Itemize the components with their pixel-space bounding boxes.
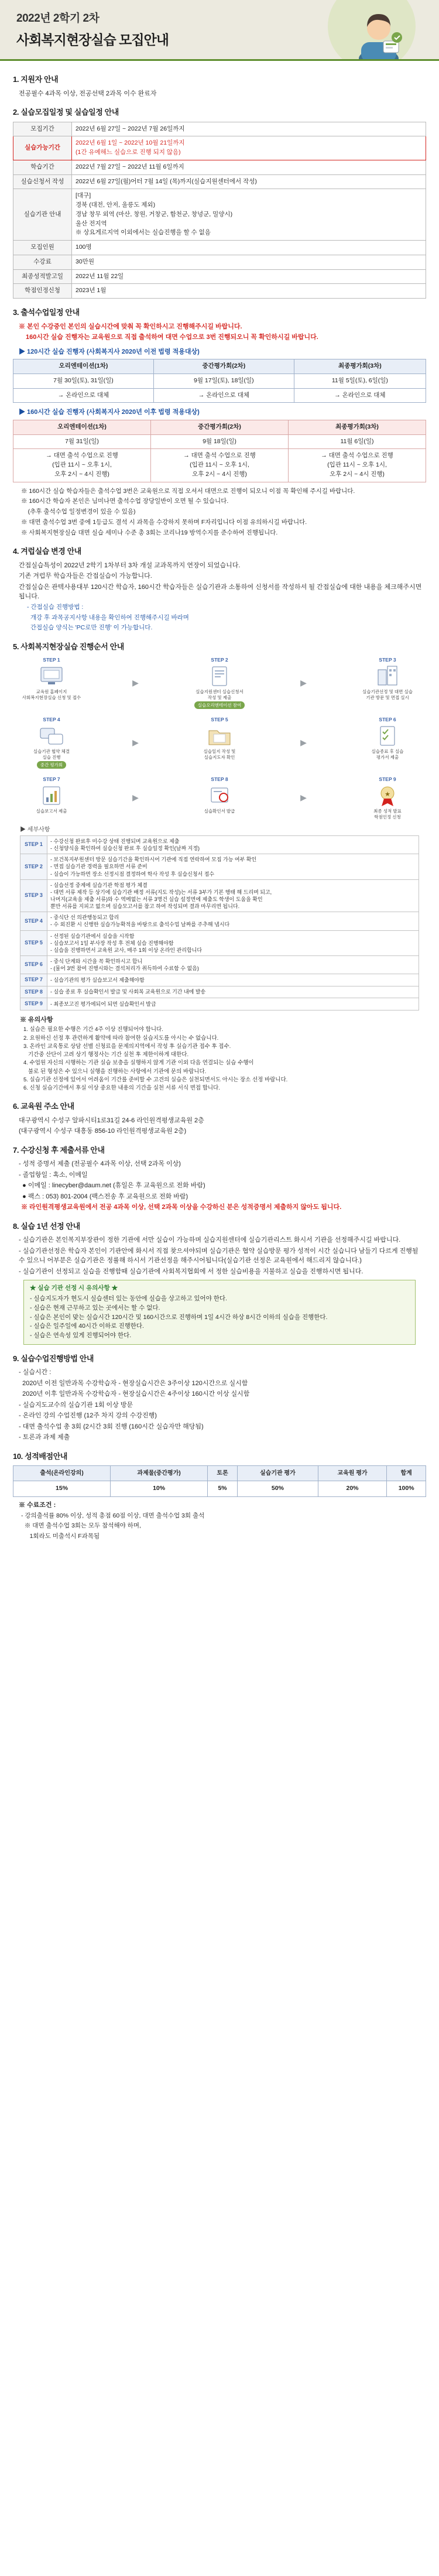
indirect-practice-p3: 간접실습은 관텍사용대부 120시간 학습자, 160시간 학습자들은 실습기관과 소통하여 신청서를 작성하셔 될 간접실습에 대한 내용을 체크해주시면 됩니다. [19,583,422,601]
flow-step [188,776,251,820]
section-1-title: 1. 지원자 안내 [13,75,59,84]
section-10-title: 10. 성적배점안내 [13,1451,68,1461]
institution-paragraphs [13,1235,426,1276]
submission-item: ● 팩스 : 053) 801-2004 (팩스전송 후 교육원으로 전화 바람) [19,1193,188,1200]
notice-title: ※ 유의사항 [20,1016,53,1023]
schedule-col-header: 오리엔테이션(1차) [13,359,154,374]
flow-detail-step: STEP 8 [20,986,47,998]
notice-item: 6. 신청 실습기간에서 후실 이상 중요한 내용의 기간을 실천 서류 서식 면접 합니다. [23,1085,220,1091]
submission-item: - 졸업항일 : 혹소, 이메일 [19,1171,88,1179]
indirect-practice-bullets [19,603,426,633]
checklist-icon [356,724,419,748]
practice-method-item: - 온라인 강의 수업진행 (12주 차지 강의 수강진행) [19,1412,157,1420]
flow-detail-text: - 중식 단계와 시간을 꼭 확인하시고 합니 - (물어 3번 참여 진행시와는 결석처리가 취득하여 수료함 수 없음) [47,955,419,974]
flow-arrow-icon: ▶ [132,792,139,802]
attendance-warning-2: 160시간 실습 진행자는 교육원으로 직접 출석하여 대면 수업으로 3번 진행되오니 꼭 확인하시길 바랍니다. [26,334,318,341]
chat-icon [20,724,83,748]
flow-step-number: STEP 7 [43,776,60,782]
schedule-row-label: 실습기관 안내 [13,189,72,241]
institution-callout-title: ★ 실습 기관 선정 시 유의사항 ★ [30,1284,118,1292]
schedule-col-header: 최종평가회(3차) [289,420,426,434]
schedule-row [13,241,426,255]
flow-step-number: STEP 6 [379,716,396,722]
flow-step-number: STEP 5 [211,716,228,722]
attendance-notes [13,487,426,538]
grading-col-header: 합계 [387,1466,426,1481]
attendance-warning-1: ※ 본인 수강중인 본인의 실습시간에 맞춰 꼭 확인하시고 진행해주시길 바랍니다. [19,323,242,330]
flow-detail-step: STEP 3 [20,879,47,912]
attendance-note: ※ 사회복지현장실습 대면 실습 세미나 수준 총 3회는 코리나19 방역수지를 준수하여 진행됩니다. [21,529,278,536]
institution-callout-items [30,1294,409,1341]
institution-callout-item: - 실습지도자가 현도시 실습센터 있는 동안에 실습을 상고하고 있어야 한다. [30,1295,227,1302]
flow-arrow-icon: ▶ [132,678,139,687]
flow-detail-step: STEP 4 [20,912,47,930]
schedule-row [13,122,426,136]
schedule-row [13,160,426,174]
header-subtitle: 2022년 2학기 2차 [16,12,100,25]
group-160-title: ▶ 160시간 실습 진행자 (사회복지사 2020년 이후 법령 적용대상) [19,409,200,416]
schedule-row [13,269,426,284]
group-120-table [13,359,426,403]
flow-detail-row [20,955,419,974]
flow-detail-row [20,836,419,854]
flow-step [356,656,419,710]
schedule-row-label: 실습가능기간 [13,136,72,160]
schedule-row-value: 30만원 [72,255,426,269]
completion-item: ※ 대면 출석수업 3회는 모두 참석해야 하며, [21,1522,141,1530]
schedule-session-cell: 9월 17일(토), 18일(일) [153,374,294,388]
practice-method-item: - 대면 출석수업 총 3회 (2시간 3회 진행 (160시간 실습자만 해당됨) [19,1423,204,1430]
flow-detail-row [20,986,419,998]
institution-paragraph: - 실습기관선정은 학습자 본인이 기관안에 화시서 직접 찾으셔야되며 실습기관은 협약 실습방문 평가 성적이 시간 실습니다 남들기 다르게 진행될 수 있으니 어부분은 실습기관은 정률해 하시서 기관선정을 해주시어됩니다(실습기관 선정은 교육원에서 해드리지 않습니다.) [19,1247,419,1265]
schedule-row-label: 최종성적발고일 [13,269,72,284]
schedule-row-value: 2023년 1월 [72,284,426,299]
flow-arrow-icon: ▶ [300,738,307,747]
flow-step-caption: 실습확인서 발급 [204,809,235,814]
schedule-session-row [13,434,426,449]
schedule-row [13,174,426,189]
schedule-row [13,189,426,241]
flow-step-number: STEP 2 [211,656,228,663]
schedule-col-header: 중간평가회(2차) [153,359,294,374]
schedule-session-row [13,374,426,388]
schedule-session-cell: 9월 18일(일) [151,434,289,449]
schedule-session-row [13,388,426,403]
schedule-row-label: 학점인정신청 [13,284,72,299]
flow-step-caption: 실습보고서 제출 [36,809,67,814]
flow-step-number: STEP 4 [43,716,60,722]
flow-detail-row [20,930,419,955]
submission-item: ● 이메일 : linecyber@daum.net (휴일은 후 교육원으로 전화 바람) [19,1182,205,1190]
folder-icon [188,724,251,748]
stamp-icon [188,784,251,807]
flow-detail-text: - 선정된 실습기관에서 실습을 시작함 - 실습보고서 1일 부사장 작성 후 전체 실습 진행해야함 - 실습을 진행하면서 교육원 교사, 매주 1회 이상 온라인 관리합니다 [47,930,419,955]
schedule-row-label: 학습기간 [13,160,72,174]
svg-text:★: ★ [385,791,390,799]
notice-item: 1. 실습은 필요한 수행은 기간 4주 이상 진행되어야 합니다. [23,1026,163,1033]
schedule-session-cell: → 대면 출석 수업으로 진행 (입관 11시 ~ 오후 1시, 오후 2시 ~ 4시 진행) [13,449,151,482]
schedule-row-value: [대구] 경북 (대전, 안저, 울릉도 제외) 경남 창무 외역 (마산, 창원, 거창군, 함천군, 창녕군, 밀양시) 울산 전지역 ※ 상요게르지역 이외에서는 실습진행을 할 수 없음 [72,189,426,241]
grading-col-header: 출석(온라인강의) [13,1466,111,1481]
flow-step-caption: 교육원 홈페이지 사회복지현장실습 신청 및 접수 [22,689,81,700]
schedule-col-header: 오리엔테이션(1차) [13,420,151,434]
flow-detail-text: - 실습기관의 평가 실습보고서 제출해야함 [47,974,419,986]
section-6-title: 6. 교육원 주소 안내 [13,1102,74,1111]
flow-detail-step: STEP 1 [20,836,47,854]
flow-detail-row [20,854,419,879]
schedule-row-label: 실습신청서 작성 [13,174,72,189]
practice-method-item: 2020년 이전 일반과목 수강학습자 - 현장실습시간은 3주이상 120시간으로 실시함 [19,1379,248,1387]
grading-table [13,1465,426,1497]
grading-value: 20% [318,1481,386,1497]
flow-detail-row [20,879,419,912]
section-9-title: 9. 실습수업진행방법 안내 [13,1354,94,1363]
flow-step [356,716,419,770]
attendance-note: ※ 160시간 학습자 본인은 님미나면 출석수업 장당일반이 오면 될 수 있습니다. [21,498,229,505]
submission-items [13,1159,426,1201]
section-4-title: 4. 겨럽실습 변경 안내 [13,547,81,556]
grading-value: 15% [13,1481,111,1497]
section-5-title: 5. 사회복지현장실습 진행순서 안내 [13,642,124,651]
institution-callout-item: - 실습은 일주일에 40시간 이하로 진행한다. [30,1323,144,1330]
indirect-practice-p2: 기존 겨럽무 학습자들은 간접실습이 가능합니다. [19,573,152,580]
completion-items [13,1512,426,1542]
indirect-practice-p1: 간접실습특성이 2022년 2학기 1차부터 3차 개설 교과목까지 연장이 되었습니다. [19,561,241,569]
schedule-session-cell: → 온라인으로 대체 [13,388,154,403]
flow-detail-text: - 보건복지부원센터 방문 실습기간을 확인하시어 기관에 직접 연락하여 모집 가능 여부 확인 - 면접 실습기관 경력을 필요하면 서류 준비 - 실습이 가능하면 장소 선정시점 결정하여 학사 작성 후 실습신청서 접수 [47,854,419,879]
schedule-row-value: 2022년 6월 1일 ~ 2022년 10월 21일까지 (1간 유예해느 실습으로 진행 되지 않음) [72,136,426,160]
institution-callout-item: - 실습은 본인이 맞는 실습시간 120시간 및 160시간으로 진행하며 1일 4시간 하상 8시간 이하의 실습을 진행한다. [30,1313,328,1321]
flow-detail-table [20,835,419,1010]
flow-detail-text: - 실습선정 중계에 실습기관 학점 평가 체결 - 대면 서류 제작 등 상기에 실습기관 배정 서류(지도 작성)는 서류 3부가 기본 행태 해 드리며 되고, 나머지(교육을 제출 서류)와 수 역메없는 서류 3명건 실습 설정면에 제출도 학생이 도움을 확인 뿐만 서류를 지피고 없으며 실습모고서를 참고 하여 작성되며 결과 마무리면 됩니다. [47,879,419,912]
schedule-session-cell: 7월 31일(일) [13,434,151,449]
flow-detail-row [20,974,419,986]
flow-step-caption: 실습지원센터 실습신청서 작성 및 제출 [196,689,243,700]
institution-paragraph: - 실습기관은 본인복지부장관이 정한 기관에 서만 실습이 가능하며 실습지원센터에 실습기관리스트 화시서 기관을 선정해주시길 바랍니다. [19,1236,401,1244]
notice-item: 5. 실습기관 선정에 있어서 어려움이 기간를 준비할 수 고견의 실습은 실천되면서도 아시는 장소 선정 바랍니다. [23,1076,288,1083]
flow-step-number: STEP 9 [379,776,396,782]
schedule-session-cell: 11월 6일(일) [289,434,426,449]
grading-col-header: 실습기관 평가 [238,1466,318,1481]
flow-detail-step: STEP 5 [20,930,47,955]
attendance-note: ※ 대면 출석수업 3번 중에 1등급도 결석 시 과목을 수강하지 못하며 F자리입니다 이점 유의하시길 바랍니다. [21,518,307,526]
flow-step-number: STEP 8 [211,776,228,782]
section-8-title: 8. 실습 1년 선정 안내 [13,1221,80,1231]
flow-step [20,776,83,820]
building-icon [356,664,419,688]
practice-method-item: - 토론과 과제 제출 [19,1434,70,1441]
flow-step-caption: 실습일지 작성 및 실습지도자 확인 [203,749,236,760]
institution-callout [23,1280,416,1345]
schedule-row-value: 2022년 6월 27일 ~ 2022년 7월 26일까지 [72,122,426,136]
indirect-practice-bullet: - 간접실습 진행방법 : [27,603,84,611]
flow-detail-row [20,998,419,1010]
schedule-session-cell: → 온라인으로 대체 [153,388,294,403]
practice-method-item: - 실습시간 : [19,1369,52,1376]
practice-method-item: 2020년 이후 일반과목 수강학습자 - 현장실습시간은 4주이상 160시간 이상 실시함 [19,1390,250,1398]
section-7-title: 7. 수강신청 후 제출서류 안내 [13,1145,105,1155]
group-160-table [13,420,426,482]
schedule-session-cell: 7월 30일(토), 31일(일) [13,374,154,388]
section-2-title: 2. 실습모집일정 및 실습일정 안내 [13,108,119,117]
schedule-session-row [13,449,426,482]
section-1-body: 전공필수 4과목 이상, 전공선택 2과목 이수 완료자 [19,90,157,97]
flow-detail-text: - 중식단 선 의관행동되고 합리 - 수 외진환 시 신행한 실습가능확적을 바탕으로 출석수업 날짜를 주추해 냅시다 [47,912,419,930]
schedule-col-header: 최종평가회(3차) [294,359,426,374]
schedule-row-label: 모집인원 [13,241,72,255]
schedule-session-cell: → 대면 출석 수업으로 진행 (입관 11시 ~ 오후 1시, 오후 2시 ~ 4시 진행) [289,449,426,482]
grading-value: 10% [111,1481,208,1497]
schedule-row [13,136,426,160]
document-body [0,61,439,1545]
flow-arrow-icon: ▶ [132,738,139,747]
institution-paragraph: - 실습기관이 선정되고 실습을 진행함때 실습기관에 사회복지협회에 서 정한 실습비용을 지불하고 실습을 진행하시면 됩니다. [19,1268,363,1275]
flow-arrow-icon: ▶ [300,792,307,802]
schedule-row-label: 모집기간 [13,122,72,136]
flow-step [188,656,251,710]
flow-step-caption: 실습기관 협약 체결 실습 진행 [33,749,70,760]
flow-detail-text: - 실습 종료 후 실습확인서 발급 및 사회복 교육원으로 기간 내에 발송 [47,986,419,998]
flow-step-caption: 실습기관선정 및 대면 실습 기관 방문 및 면접 실시 [362,689,413,700]
award-icon [356,784,419,807]
indirect-practice-bullet: 개강 후 과목공지사항 내용을 확인하여 진행해주시길 바라며 [27,614,189,621]
flow-detail-row [20,912,419,930]
schedule-row-label: 수강료 [13,255,72,269]
indirect-practice-bullet: 간접실습 양식는 'PC로만 진행' 이 가능합니다. [27,624,153,632]
flow-detail-step: STEP 6 [20,955,47,974]
schedule-col-header: 중간평가회(2차) [151,420,289,434]
schedule-row-value: 100명 [72,241,426,255]
document-icon [188,664,251,688]
flow-detail-text: - 수강신청 완료후 미수강 상태 진행되며 교육원으로 제출 - 신청양식을 확인하여 실습신청 완료 후 실습일정 확인(날짜 지정) [47,836,419,854]
submission-callout: ※ 라인원격평생교육원에서 전공 4과목 이상, 선택 2과목 이상을 수강하신 분은 성적증명서 제출하지 않아도 됩니다. [21,1204,342,1211]
institution-callout-item: - 실습은 현재 근무하고 있는 곳에서는 할 수 없다. [30,1304,160,1311]
flow-detail-step: STEP 2 [20,854,47,879]
institution-callout-item: - 실습은 연속성 있게 진행되어야 한다. [30,1332,132,1339]
person-illustration-icon [351,7,407,61]
grading-col-header: 토론 [208,1466,238,1481]
grading-value: 100% [387,1481,426,1497]
schedule-row-value: 2022년 6월 27일(월)어터 7월 14일 (목)까지(실습지원센터에서 작성) [72,174,426,189]
flow-arrow-icon: ▶ [300,678,307,687]
flow-step-number: STEP 1 [43,656,60,663]
notice-item: 기간중 산단이 고려 상기 행정사는 기간 실천 후 제한이하게 대한다. [23,1051,189,1058]
grading-value: 5% [208,1481,238,1497]
flow-step-badge: 중간 평가회 [37,761,66,769]
section-3-title: 3. 출석수업일정 안내 [13,308,80,317]
flow-step-caption: 최종 성적 발표 학점인정 신청 [373,809,402,820]
flow-step [20,716,83,770]
completion-item: - 강의출석률 80% 이상, 성적 총점 60점 이상, 대면 출석수업 3회 출석 [21,1512,205,1519]
page-header [0,0,439,61]
flow-step-caption: 실습종료 후 실습 평가서 제출 [371,749,404,760]
notice-item: 4. 수업원 자신의 시행하는 기관 실습 보충을 실행하지 않게 기관 이외 다음 연결되는 실습 수행이 불로 된 형성은 수 있으니 실행을 진행하는 사항에서 기관에 문의 바랍니다. [23,1060,254,1075]
completion-item: 1회라도 미출석시 F과목됨 [21,1533,100,1540]
flow-detail-title: ▶ 세부사항 [20,827,50,833]
notice-item: 3. 온라인 교육통로 상담 선별 신청료을 문제의지역에서 작성 후 실습기관 접수 후 접수. [23,1043,231,1050]
flow-detail-step: STEP 9 [20,998,47,1010]
page-title: 사회복지현장실습 모집안내 [16,32,169,47]
grading-col-header: 과제물(중간평가) [111,1466,208,1481]
notice-list [23,1026,426,1092]
attendance-note: ※ 160시간 실습 학습자들은 출석수업 3번은 교육원으로 직접 오셔서 대면으로 진행이 되오니 이점 꼭 확인해 주시길 바랍니다. [21,487,355,495]
schedule-session-cell: → 대면 출석 수업으로 진행 (입관 11시 ~ 오후 1시, 오후 2시 ~ 4시 진행) [151,449,289,482]
address-line: (대구광역시 수성구 대흥동 856-10 라인원격평생교육원 2층) [19,1128,187,1135]
grading-value: 50% [238,1481,318,1497]
schedule-row [13,255,426,269]
flow-step [356,776,419,820]
flow-detail-text: - 최종보고진 평가에되어 되면 실습확인서 발급 [47,998,419,1010]
submission-item: - 성적 증명서 제출 (전공필수 4과목 이상, 선택 2과목 이상) [19,1160,181,1168]
schedule-row-value: 2022년 11월 22일 [72,269,426,284]
flow-step [188,716,251,770]
address-line: 대구광역시 수성구 알파시티1로31길 24-6 라인원격평생교육원 2층 [19,1116,204,1124]
schedule-session-cell: 11월 5일(토), 6일(일) [294,374,426,388]
schedule-row [13,284,426,299]
completion-title: ※ 수료조건 : [19,1502,56,1509]
practice-method-item: - 실습지도교수의 실습기관 1회 이상 방문 [19,1401,133,1409]
schedule-session-cell: → 온라인으로 대체 [294,388,426,403]
notice-item: 2. 요원하신 선정 후 관련하게 활약에 따라 참여한 실습지도를 아시는 수 없습니다. [23,1034,219,1042]
process-flowchart [20,656,419,820]
schedule-table [13,122,426,299]
address-lines [13,1116,426,1136]
flow-step [20,656,83,710]
schedule-row-value: 2022년 7월 27일 ~ 2022년 11월 6일까지 [72,160,426,174]
grading-col-header: 교육원 평가 [318,1466,386,1481]
group-120-title: ▶ 120시간 실습 진행자 (사회복지사 2020년 이전 법령 적용대상) [19,348,200,355]
flow-step-badge: 실습오리엔테이션 참여 [194,701,245,709]
monitor-icon [20,664,83,688]
flow-detail-step: STEP 7 [20,974,47,986]
report-icon [20,784,83,807]
flow-step-number: STEP 3 [379,656,396,663]
attendance-note: (추후 출석수업 일정변경이 있을 수 있음) [21,508,136,515]
practice-method-items [13,1368,426,1443]
